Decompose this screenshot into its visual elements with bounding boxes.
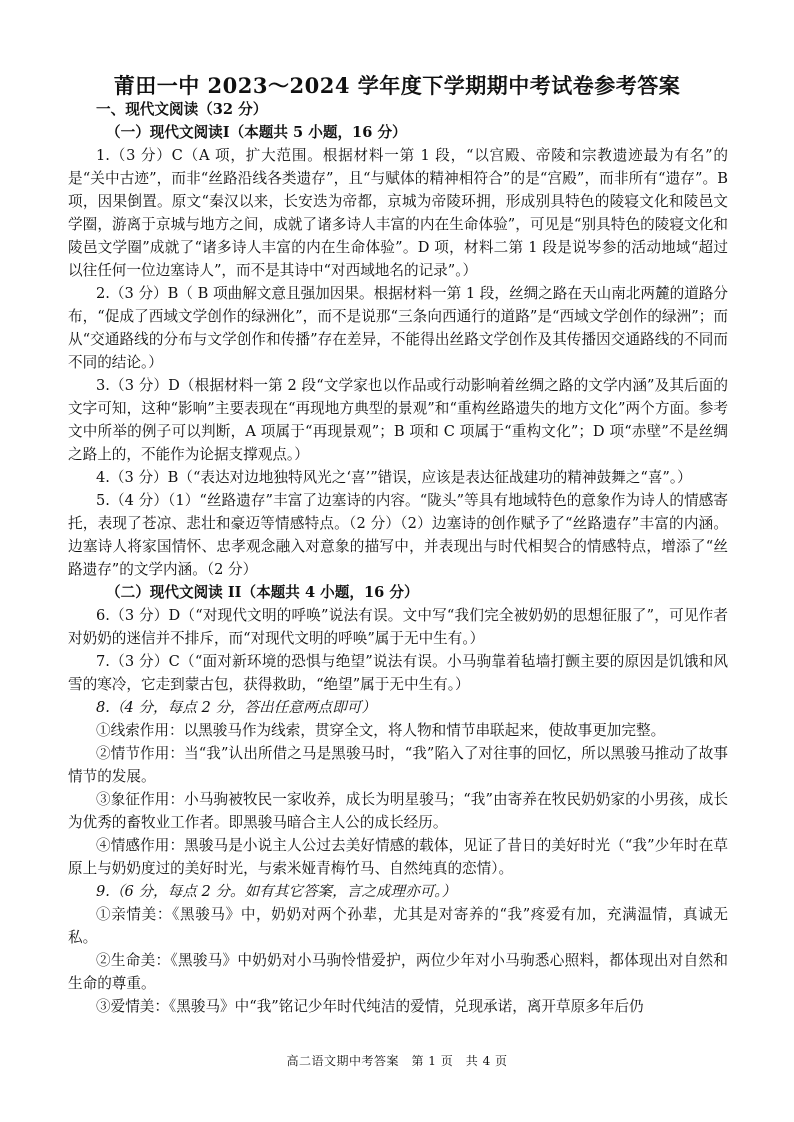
- answer-q8-heading: 8.（4 分，每点 2 分，答出任意两点即可）: [96, 699, 376, 716]
- subsection-heading: （二）现代文阅读 II（本题共 4 小题，16 分）: [106, 584, 419, 601]
- subsection-heading: （一）现代文阅读Ⅰ（本题共 5 小题，16 分）: [106, 124, 407, 141]
- answer-q8-point: ①线索作用：以黑骏马作为线索，贯穿全文，将人物和情节串联起来，使故事更加完整。: [96, 722, 666, 739]
- answer-q9-point: ②生命美：《黑骏马》中奶奶对小马驹怜惜爱护，两位少年对小马驹悉心照料，都体现出对自然和生命的尊重。: [68, 952, 728, 992]
- answer-q7: 7.（3 分）C（“面对新环境的恐惧与绝望”说法有误。小马驹靠着毡墙打颤主要的原因是饥饿和风雪的寒冷，它走到蒙古包，获得救助，“绝望”属于无中生有。）: [68, 653, 728, 693]
- section-heading: 一、现代文阅读（32 分）: [96, 101, 268, 118]
- answer-q8-point: ③象征作用：小马驹被牧民一家收养，成长为明星骏马；“我”由寄养在牧民奶奶家的小男孩，成长为优秀的畜牧业工作者。即黑骏马暗合主人公的成长经历。: [68, 791, 728, 831]
- answer-q9-point: ①亲情美：《黑骏马》中，奶奶对两个孙辈，尤其是对寄养的“我”疼爱有加，充满温情，真诚无私。: [68, 906, 728, 946]
- answer-q1: 1.（3 分）C（A 项，扩大范围。根据材料一第 1 段，“以宫殿、帝陵和宗教遗迹最为有名”的是“关中古迹”，而非“丝路沿线各类遗存”，且“与赋体的精神相符合”的是“宫殿”，而非所有“遗存”。B 项，因果倒置。原文“秦汉以来，长安迭为帝都，京城为帝陵环拥，形成别具特色的陵寝文化和陵邑文学圈，游离于京城与地方之间，成就了诸多诗人丰富的内在生命体验”，可见是“别具特色的陵寝文化和陵邑文学圈”成就了“诸多诗人丰富的内在生命体验”。D 项，材料二第 1 段是说岑参的活动地域“超过以往任何一位边塞诗人”，而不是其诗中“对西域地名的记录”。）: [68, 147, 728, 279]
- answer-q9-point: ③爱情美：《黑骏马》中“我”铭记少年时代纯洁的爱情，兑现承诺，离开草原多年后仍: [96, 998, 644, 1015]
- answer-q2: 2.（3 分）B（ B 项曲解文意且强加因果。根据材料一第 1 段，丝绸之路在天山南北两麓的道路分布，“促成了西域文学创作的绿洲化”，而不是说那“三条向西通行的道路”是“西域文学创作的绿洲”；而从“交通路线的分布与文学创作和传播”存在差异，不能得出丝路文学创作及其传播因交通路线的不同而不同的结论。）: [68, 285, 728, 371]
- answer-body: [68, 98, 728, 1018]
- answer-q4: 4.（3 分）B（“表达对边地独特风光之‘喜’”错误，应该是表达征战建功的精神鼓舞之“喜”。）: [96, 469, 692, 486]
- answer-q6: 6.（3 分）D（“对现代文明的呼唤”说法有误。文中写“我们完全被奶奶的思想征服了”，可见作者对奶奶的迷信并不排斥，而“对现代文明的呼唤”属于无中生有。）: [68, 607, 728, 647]
- answer-q3: 3.（3 分）D（根据材料一第 2 段“文学家也以作品或行动影响着丝绸之路的文学内涵”及其后面的文字可知，这种“影响”主要表现在“再现地方典型的景观”和“重构丝路遗失的地方文化”两个方面。参考文中所举的例子可以判断，A 项属于“再现景观”；B 项和 C 项属于“重构文化”；D 项“赤壁”不是丝绸之路上的，不能作为论据支撑观点。）: [68, 377, 728, 463]
- page-title: 莆田一中 2023～2024 学年度下学期期中考试卷参考答案: [113, 73, 681, 98]
- answer-q9-heading: 9.（6 分，每点 2 分。如有其它答案，言之成理亦可。）: [96, 883, 457, 900]
- answer-q5: 5.（4 分）（1）“丝路遗存”丰富了边塞诗的内容。“陇头”等具有地域特色的意象作为诗人的情感寄托，表现了苍凉、悲壮和豪迈等情感特点。（2 分）（2）边塞诗的创作赋予了“丝路遗存”丰富的内涵。边塞诗人将家国情怀、忠孝观念融入对意象的描写中，并表现出与时代相契合的情感特点，增添了“丝路遗存”的文学内涵。（2 分）: [68, 492, 728, 578]
- answer-q8-point: ④情感作用：黑骏马是小说主人公过去美好情感的载体，见证了昔日的美好时光（“我”少年时在草原上与奶奶度过的美好时光，与索米娅青梅竹马、自然纯真的恋情）。: [68, 837, 728, 877]
- answer-q8-point: ②情节作用：当“我”认出所借之马是黑骏马时，“我”陷入了对往事的回忆，所以黑骏马推动了故事情节的发展。: [68, 745, 728, 785]
- page-footer: 高二语文期中考答案 第 1 页 共 4 页: [286, 1054, 508, 1068]
